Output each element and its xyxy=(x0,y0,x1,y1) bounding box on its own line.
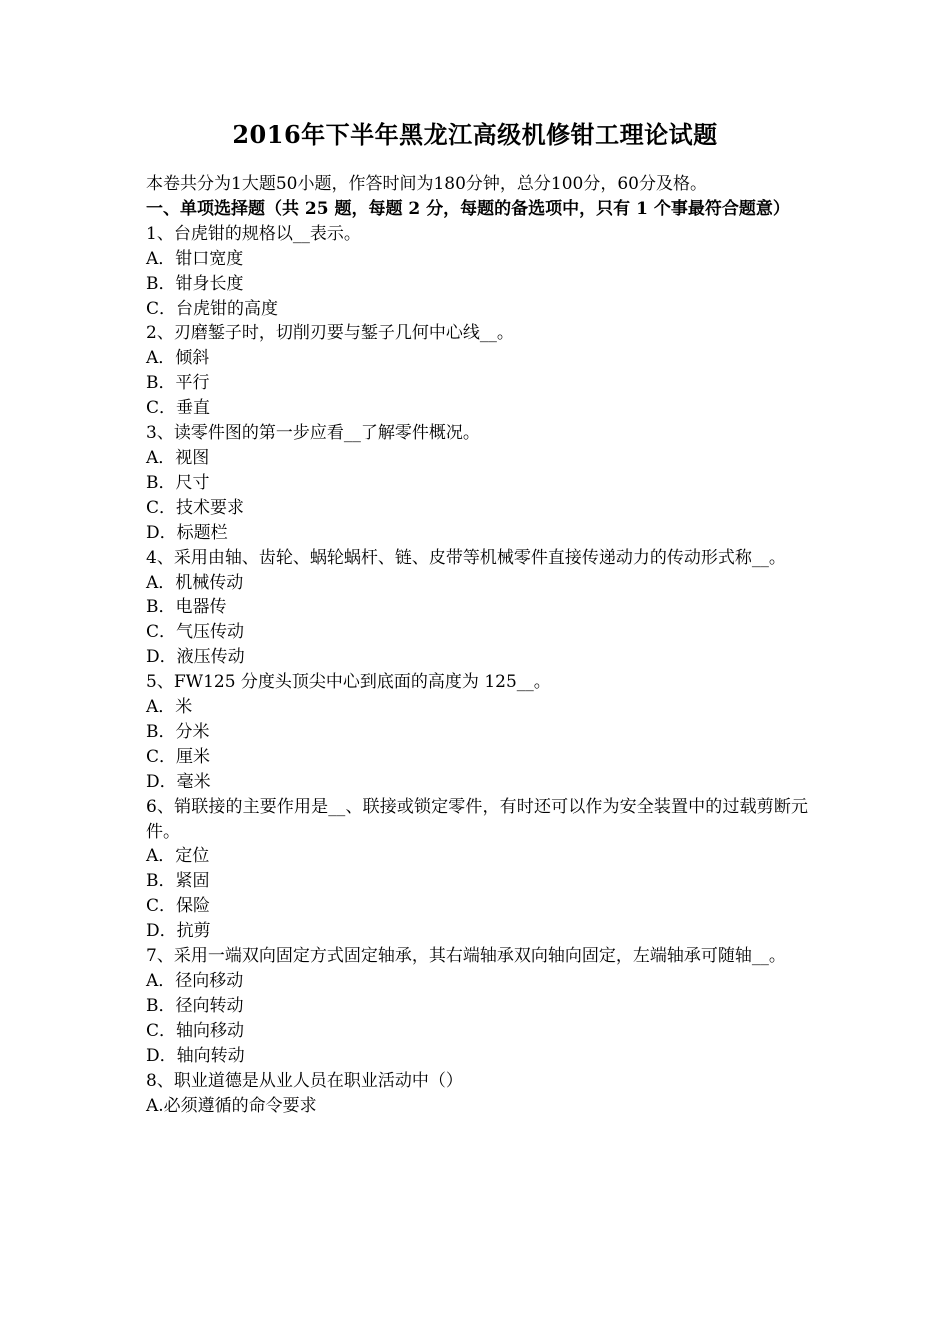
option-a: A．米 xyxy=(146,697,193,718)
option-c: C．厘米 xyxy=(146,746,211,767)
page-title: 2016年下半年黑龙江高级机修钳工理论试题 xyxy=(232,120,718,149)
document-body xyxy=(146,172,808,1118)
option-d: D．毫米 xyxy=(146,771,211,792)
question-stem: 3、读零件图的第一步应看__了解零件概况。 xyxy=(146,423,480,444)
question-5 xyxy=(146,670,808,795)
option-d: D．抗剪 xyxy=(146,921,211,942)
question-7 xyxy=(146,944,808,1069)
option-d: D．标题栏 xyxy=(146,522,228,543)
question-3 xyxy=(146,421,808,546)
question-1 xyxy=(146,222,808,322)
option-b: B．径向转动 xyxy=(146,995,244,1016)
question-stem: 6、销联接的主要作用是__、联接或锁定零件，有时还可以作为安全装置中的过载剪断元件。 xyxy=(146,796,808,842)
question-stem: 5、FW125 分度头顶尖中心到底面的高度为 125__。 xyxy=(146,672,551,693)
question-stem: 1、台虎钳的规格以__表示。 xyxy=(146,223,361,244)
question-4 xyxy=(146,546,808,671)
option-a: A．钳口宽度 xyxy=(146,248,244,269)
section-heading: 一、单项选择题（共 25 题，每题 2 分，每题的备选项中，只有 1 个事最符合题意） xyxy=(146,198,790,219)
exam-intro: 本卷共分为1大题50小题，作答时间为180分钟，总分100分，60分及格。 xyxy=(146,174,707,194)
option-a: A．定位 xyxy=(146,846,210,867)
option-c: C．保险 xyxy=(146,896,211,917)
option-b: B．电器传 xyxy=(146,597,227,618)
option-c: C．台虎钳的高度 xyxy=(146,298,279,319)
option-b: B．平行 xyxy=(146,373,210,394)
question-stem: 4、采用由轴、齿轮、蜗轮蜗杆、链、皮带等机械零件直接传递动力的传动形式称__。 xyxy=(146,547,786,568)
option-a: A．径向移动 xyxy=(146,971,244,991)
option-c: C．气压传动 xyxy=(146,622,245,643)
option-b: B．钳身长度 xyxy=(146,273,244,294)
option-a: A．视图 xyxy=(146,447,210,468)
question-stem: 2、刃磨錾子时，切削刃要与錾子几何中心线__。 xyxy=(146,323,514,344)
option-a: A．倾斜 xyxy=(146,348,210,369)
option-c: C．技术要求 xyxy=(146,497,245,518)
option-c: C．垂直 xyxy=(146,398,211,419)
option-a: A．机械传动 xyxy=(146,572,244,593)
question-stem: 8、职业道德是从业人员在职业活动中（） xyxy=(146,1070,463,1091)
question-2 xyxy=(146,321,808,421)
question-8 xyxy=(146,1069,808,1119)
option-c: C．轴向移动 xyxy=(146,1020,245,1041)
option-b: B．尺寸 xyxy=(146,472,210,493)
option-b: B．紧固 xyxy=(146,871,210,892)
question-6 xyxy=(146,795,808,944)
option-a: A.必须遵循的命令要求 xyxy=(146,1095,317,1116)
question-stem: 7、采用一端双向固定方式固定轴承，其右端轴承双向轴向固定，左端轴承可随轴__。 xyxy=(146,946,786,967)
option-d: D．液压传动 xyxy=(146,647,245,668)
option-d: D．轴向转动 xyxy=(146,1045,245,1066)
option-b: B．分米 xyxy=(146,721,210,742)
